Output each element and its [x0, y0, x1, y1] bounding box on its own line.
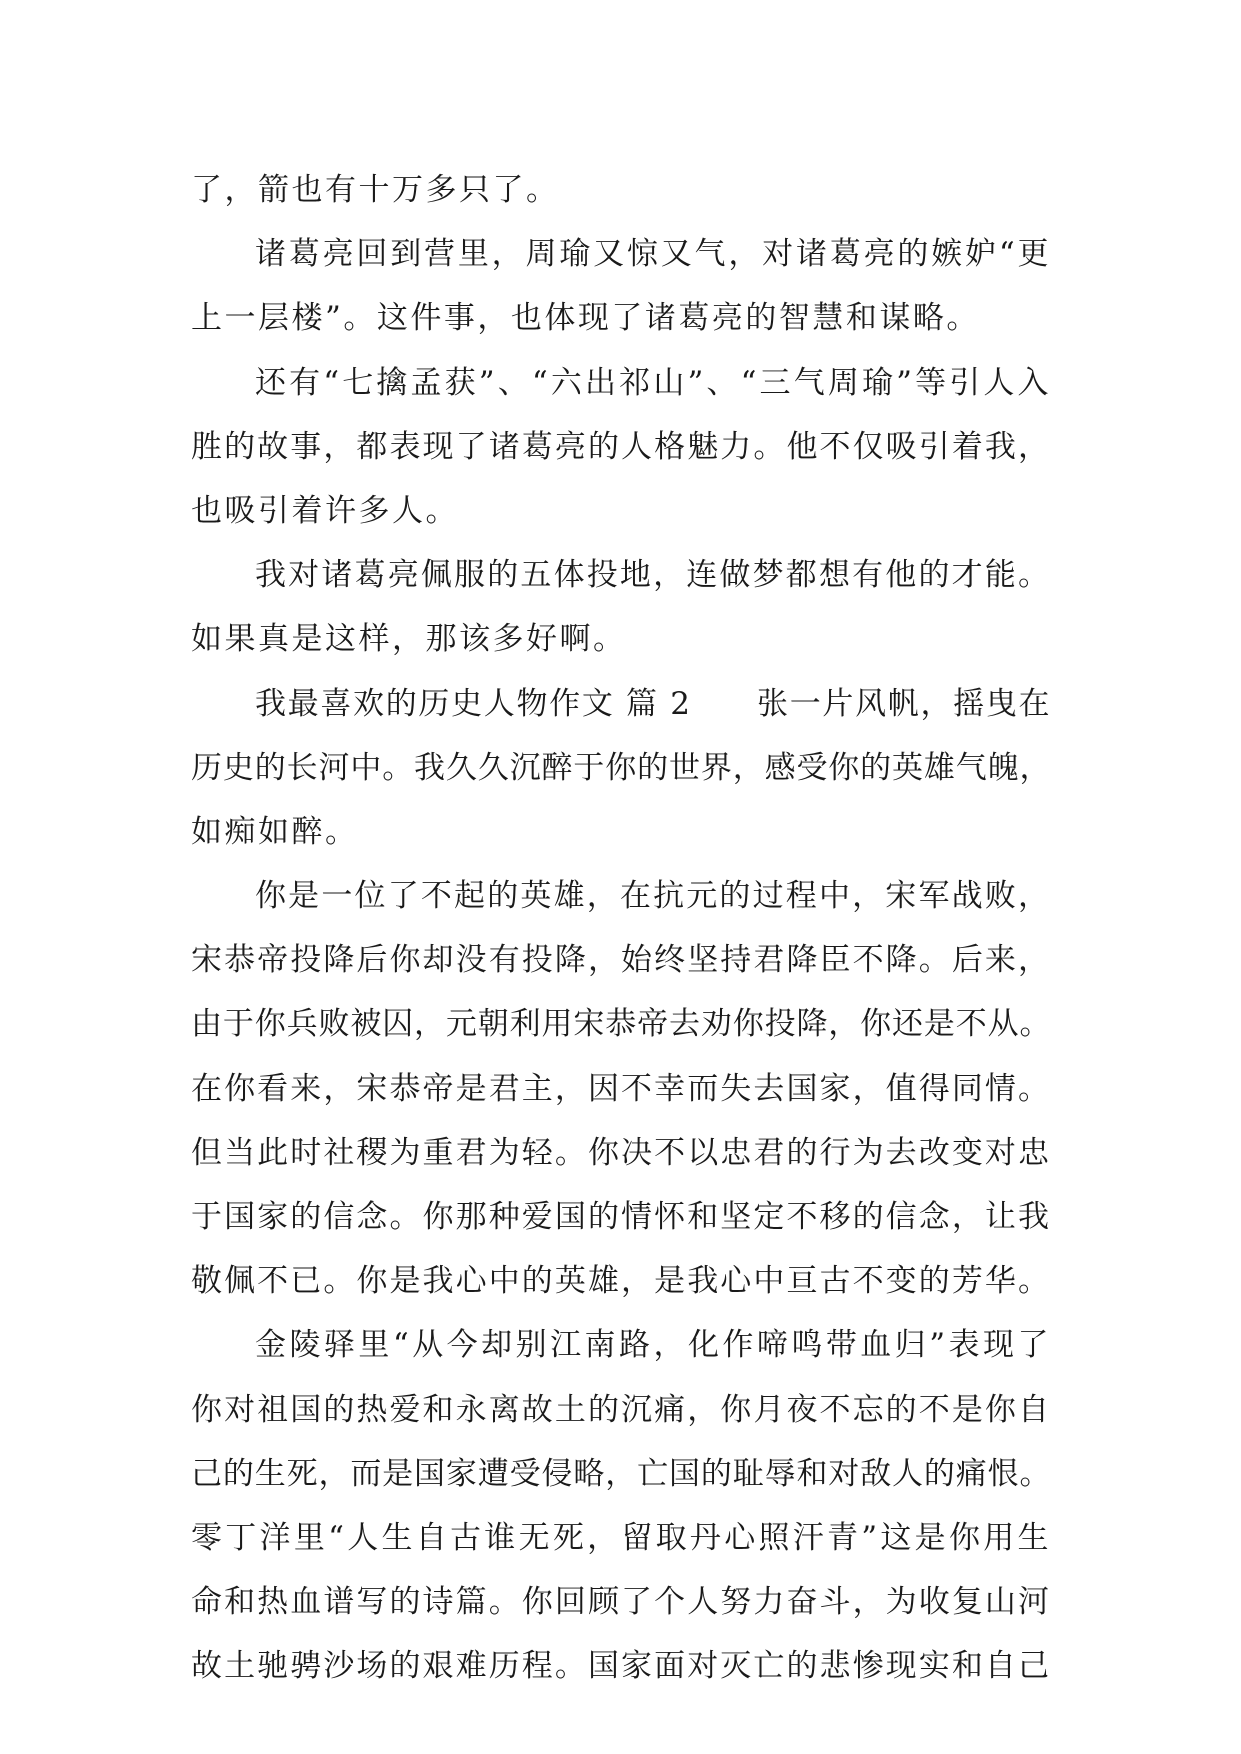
- text-line: 胜的故事，都表现了诸葛亮的人格魅力。他不仅吸引着我，: [191, 428, 1051, 465]
- text-line: 了，箭也有十万多只了。: [191, 172, 560, 208]
- text-line: 故土驰骋沙场的艰难历程。国家面对灭亡的悲惨现实和自己: [191, 1648, 1051, 1685]
- text-line: 己的生死，而是国家遭受侵略，亡国的耻辱和对敌人的痛恨。: [191, 1455, 1051, 1492]
- text-line: 历史的长河中。我久久沉醉于你的世界，感受你的英雄气魄，: [191, 749, 1051, 786]
- text-line: 命和热血谱写的诗篇。你回顾了个人努力奋斗，为收复山河: [191, 1584, 1051, 1621]
- text-line: 上一层楼”。这件事，也体现了诸葛亮的智慧和谋略。: [191, 300, 980, 337]
- text-line: 但当此时社稷为重君为轻。你决不以忠君的行为去改变对忠: [191, 1134, 1051, 1171]
- text-line: 由于你兵败被囚，元朝利用宋恭帝去劝你投降，你还是不从。: [191, 1006, 1051, 1043]
- text-line: 如痴如醉。: [191, 813, 359, 850]
- text-line: 宋恭帝投降后你却没有投降，始终坚持君降臣不降。后来，: [191, 942, 1051, 979]
- text-line: 我最喜欢的历史人物作文 篇 2 张一片风帆，摇曳在: [255, 685, 1051, 722]
- text-line: 零丁洋里“人生自古谁无死，留取丹心照汗青”这是你用生: [191, 1519, 1051, 1556]
- text-line: 敬佩不已。你是我心中的英雄，是我心中亘古不变的芳华。: [191, 1263, 1051, 1300]
- text-line: 金陵驿里“从今却别江南路，化作啼鸣带血归”表现了: [255, 1327, 1051, 1364]
- text-line: 我对诸葛亮佩服的五体投地，连做梦都想有他的才能。: [255, 557, 1051, 594]
- text-line: 你对祖国的热爱和永离故土的沉痛，你月夜不忘的不是你自: [191, 1391, 1051, 1428]
- text-line: 诸葛亮回到营里，周瑜又惊又气，对诸葛亮的嫉妒“更: [255, 236, 1051, 273]
- text-line: 你是一位了不起的英雄，在抗元的过程中，宋军战败，: [255, 878, 1051, 915]
- text-line: 在你看来，宋恭帝是君主，因不幸而失去国家，值得同情。: [191, 1070, 1051, 1107]
- text-line: 如果真是这样，那该多好啊。: [191, 621, 627, 658]
- text-line: 还有“七擒孟获”、“六出祁山”、“三气周瑜”等引人入: [255, 364, 1051, 401]
- text-line: 也吸引着许多人。: [191, 492, 459, 529]
- document-body: [191, 158, 1051, 1699]
- text-line: 于国家的信念。你那种爱国的情怀和坚定不移的信念，让我: [191, 1199, 1051, 1235]
